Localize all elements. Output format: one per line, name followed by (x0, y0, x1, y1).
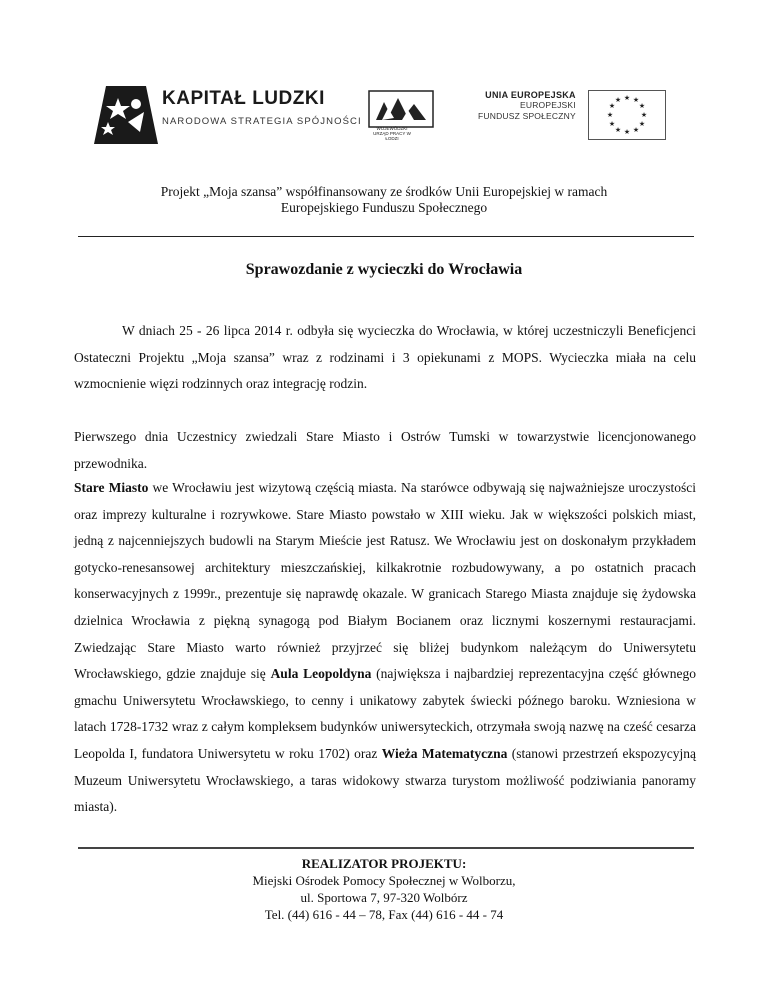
stare-miasto-bold: Stare Miasto (74, 480, 149, 495)
aula-leopoldyna-bold: Aula Leopoldyna (270, 666, 372, 682)
svg-text:★: ★ (623, 128, 631, 136)
project-line-1: Projekt „Moja szansa” współfinansowany ze środków Unii Europejskiej w ramach (160, 184, 608, 199)
svg-text:★: ★ (632, 126, 640, 134)
paragraph-2: Pierwszego dnia Uczestnicy zwiedzali Stare Miasto i Ostrów Tumski w towarzystwie licencjonowanego przewodnika. (74, 429, 696, 471)
project-line-2: Europejskiego Funduszu Społecznego (280, 200, 488, 215)
footer-line-3: Tel. (44) 616 - 44 – 78, Fax (44) 616 - 44 - 74 (264, 907, 504, 922)
footer-line-1: Miejski Ośrodek Pomocy Społecznej w Wolborzu, (252, 873, 516, 888)
logo-bar (0, 78, 768, 148)
footer-title: REALIZATOR PROJEKTU: (301, 856, 467, 871)
kapital-ludzki-title: KAPITAŁ LUDZKI (162, 88, 325, 109)
paragraph-3-text-3: (stanowi przestrzeń ekspozycyjną Muzeum Uniwersytetu Wrocławskiego, a taras widokowy stwarza turystom możliwość podziwiania panoramy miasta). (74, 745, 696, 815)
svg-text:★: ★ (638, 102, 646, 110)
svg-text:★: ★ (640, 111, 648, 119)
eu-line-1: EUROPEJSKI (520, 100, 576, 110)
paragraph-3 (74, 475, 696, 821)
svg-text:★: ★ (608, 120, 616, 128)
eu-label-block (478, 90, 576, 121)
wup-label: WOJEWÓDZKI URZĄD PRACY W ŁODZI (373, 126, 411, 141)
kapital-ludzki-logo-icon (88, 82, 158, 148)
eu-title: UNIA EUROPEJSKA (485, 90, 576, 100)
wieza-matematyczna-bold: Wieża Matematyczna (381, 745, 508, 761)
svg-text:★: ★ (638, 120, 646, 128)
svg-text:★: ★ (614, 96, 622, 104)
eu-flag-icon (588, 90, 666, 140)
header-divider (78, 236, 694, 237)
svg-text:★: ★ (608, 102, 616, 110)
project-info (80, 184, 688, 216)
svg-text:★: ★ (623, 94, 631, 102)
footer (80, 855, 688, 923)
document-title: Sprawozdanie z wycieczki do Wrocławia (245, 261, 523, 278)
eu-line-2: FUNDUSZ SPOŁECZNY (478, 110, 576, 121)
paragraph-3-text-2: (największa i najbardziej reprezentacyjna część głównego gmachu Uniwersytetu Wrocławskiego, to cenny i unikatowy zabytek świecki późnego baroku. Wzniesiona w latach 1728-1732 wraz z całym kompleksem budynków uniwersyteckich, otrzymała swoją nazwę na cześć cesarza Leopolda I, fundatora Uniwersytetu w roku 1702) oraz (74, 666, 697, 761)
wup-logo-icon (368, 90, 434, 128)
svg-text:★: ★ (606, 111, 614, 119)
kapital-ludzki-subtitle: NARODOWA STRATEGIA SPÓJNOŚCI (162, 116, 362, 127)
paragraph-1: W dniach 25 - 26 lipca 2014 r. odbyła się wycieczka do Wrocławia, w której uczestniczyli Beneficjenci Ostateczni Projektu „Moja szansa” wraz z rodzinami i 3 opiekunami z MOPS. Wycieczka miała na celu wzmocnienie więzi rodzinnych oraz integrację rodzin. (74, 323, 696, 392)
paragraph-3-text-1: we Wrocławiu jest wizytową częścią miasta. Na starówce odbywają się najważniejsze uroczystości oraz imprezy kulturalne i rozrywkowe. Stare Miasto powstało w XIII wieku. Jak w większości polskich miast, jedną z najcenniejszych budowli na Starym Mieście jest Ratusz. We Wrocławiu jest on doskonałym przykładem gotycko-renesansowej architektury mieszczańskiej, kilkakrotnie rozbudowywany, a po ostatnich pracach konserwacyjnych z 1999r., prezentuje się naprawdę okazale. W granicach Starego Miasta znajduje się żydowska dzielnica Wrocławia z piękną synagogą pod Białym Bocianem oraz licznymi koszernymi restauracjami. Zwiedzając Stare Miasto warto również przyjrzeć się bliżej budynkom należącym do Uniwersytetu Wrocławskiego, gdzie znajduje się (74, 480, 696, 682)
footer-divider (78, 847, 694, 849)
svg-text:★: ★ (632, 96, 640, 104)
svg-text:★: ★ (614, 126, 622, 134)
footer-line-2: ul. Sportowa 7, 97-320 Wolbórz (300, 890, 468, 905)
